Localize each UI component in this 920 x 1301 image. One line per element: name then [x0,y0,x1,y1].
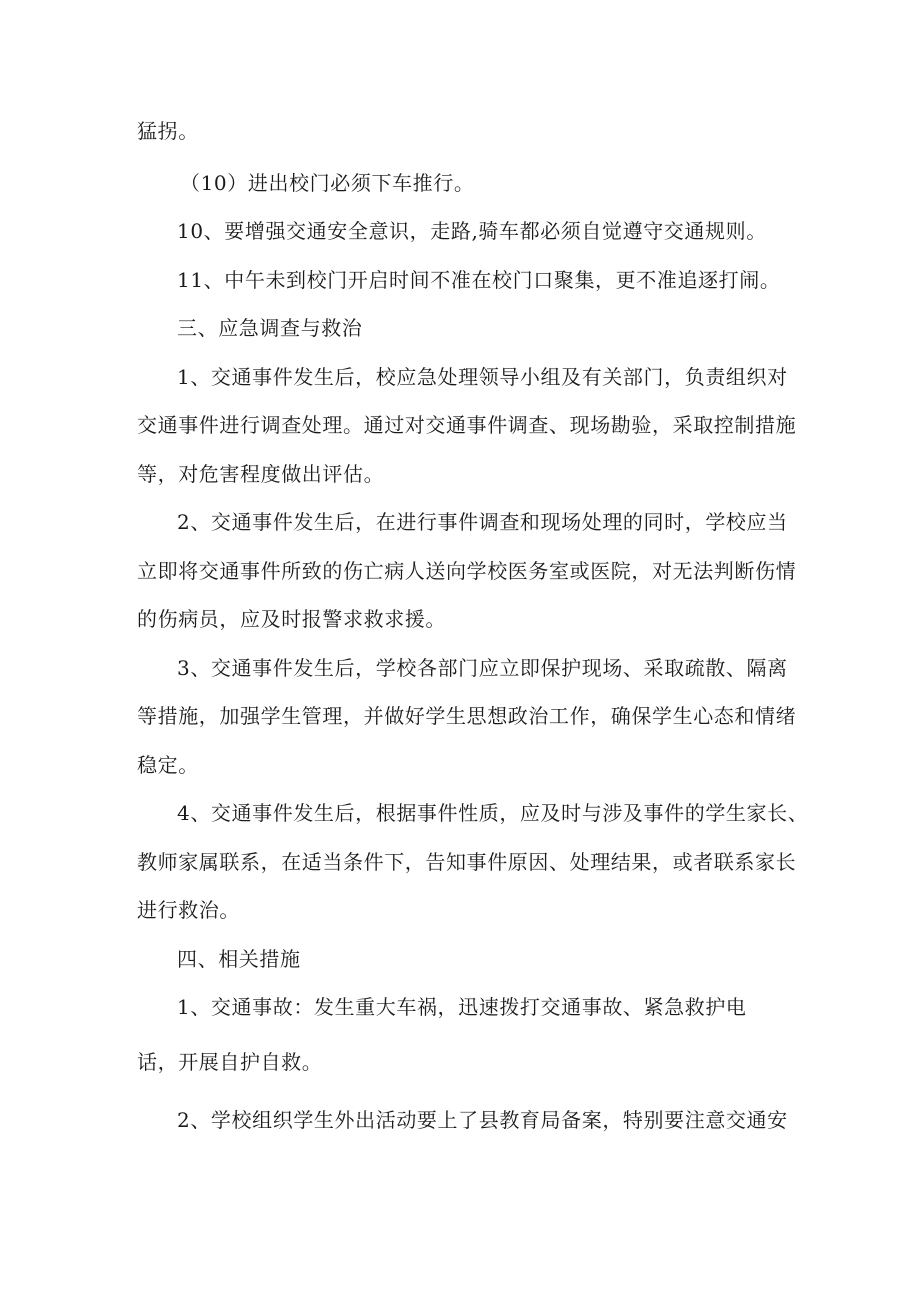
text-line: 1、交通事件发生后，校应急处理领导小组及有关部门，负责组织对 [177,365,788,389]
text-line: 4、交通事件发生后，根据事件性质，应及时与涉及事件的学生家长、 [177,801,809,825]
text-line: 11、中午未到校门开启时间不准在校门口聚集，更不准追逐打闹。 [177,268,781,292]
text-line: 10、要增强交通安全意识，走路,骑车都必须自觉遵守交通规则。 [177,219,767,243]
text-line: 猛拐。 [137,119,199,143]
text-line: 等措施，加强学生管理，并做好学生思想政治工作，确保学生心态和情绪 [137,704,797,728]
section-heading: 四、相关措施 [177,947,301,971]
text-line: 教师家属联系，在适当条件下，告知事件原因、处理结果，或者联系家长 [137,850,797,874]
text-line: 1、交通事故：发生重大车祸，迅速拨打交通事故、紧急救护电 [177,995,747,1019]
text-line: 稳定。 [137,753,199,777]
section-heading: 三、应急调查与救治 [177,316,363,340]
text-line: 2、学校组织学生外出活动要上了县教育局备案，特别要注意交通安 [177,1108,788,1132]
text-line: 的伤病员，应及时报警求救求援。 [137,607,446,631]
text-line: （10）进出校门必须下车推行。 [180,171,475,195]
text-line: 2、交通事件发生后，在进行事件调查和现场处理的同时，学校应当 [177,510,788,534]
text-line: 立即将交通事件所致的伤亡病人送向学校医务室或医院，对无法判断伤情 [137,559,797,583]
text-line: 交通事件进行调查处理。通过对交通事件调查、现场勘验，采取控制措施 [137,413,797,437]
text-line: 话，开展自护自救。 [137,1050,323,1074]
text-line: 进行救治。 [137,898,240,922]
text-line: 等，对危害程度做出评估。 [137,462,385,486]
text-line: 3、交通事件发生后，学校各部门应立即保护现场、采取疏散、隔离 [177,656,788,680]
